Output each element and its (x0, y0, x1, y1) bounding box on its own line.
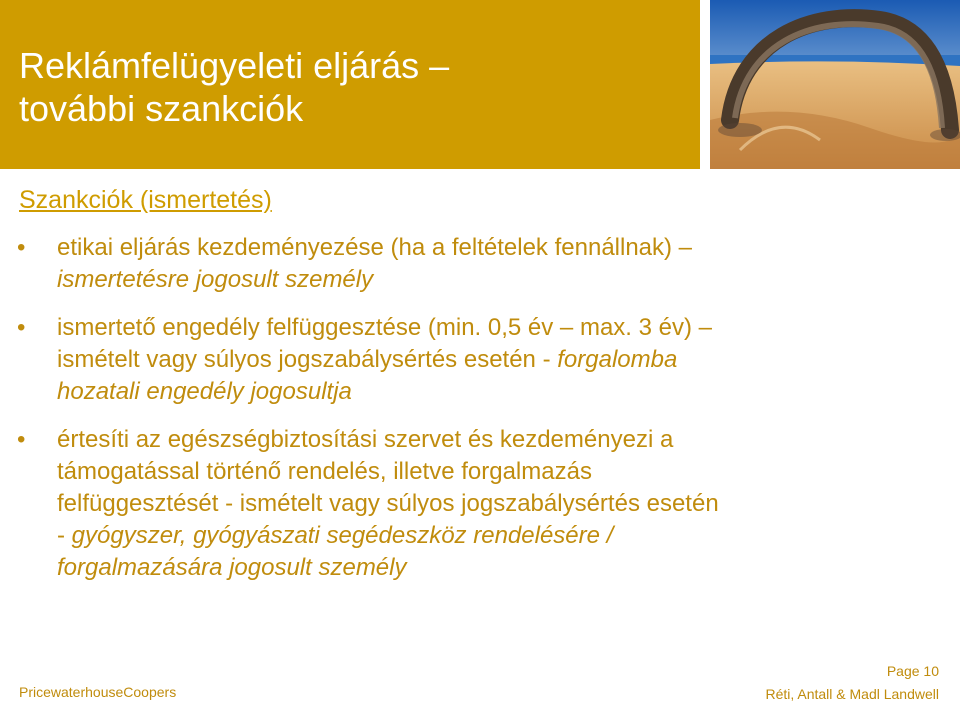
bullet-list (14, 232, 944, 600)
italic-text: gyógyszer, gyógyászati segédeszköz rendelésére / (71, 522, 614, 549)
slide-title (19, 44, 449, 130)
regular-text: támogatással történő rendelés, illetve forgalmazás (57, 458, 592, 485)
regular-text: ismertető engedély felfüggesztése (min. 0,5 év – max. 3 év) – (57, 314, 712, 341)
title-line-1: Reklámfelügyeleti eljárás – (19, 45, 450, 86)
bullet-marker: • (17, 426, 26, 453)
bullet-marker: • (17, 314, 26, 341)
regular-text: ismételt vagy súlyos jogszabálysértés esetén - (57, 346, 558, 373)
bullet-marker: • (17, 234, 26, 261)
driftwood-arch-beach-photo (710, 0, 960, 169)
page-number: Page 10 (886, 663, 939, 679)
italic-text: hozatali engedély jogosultja (57, 378, 352, 405)
footer-company: PricewaterhouseCoopers (19, 684, 177, 700)
bullet-line (57, 234, 692, 261)
bullet-item (14, 424, 944, 584)
bullet-line (57, 426, 673, 453)
italic-text: ismertetésre jogosult személy (57, 266, 374, 293)
bullet-line (57, 346, 677, 373)
bullet-text (57, 312, 944, 408)
regular-text: felfüggesztését - ismételt vagy súlyos jogszabálysértés esetén (57, 490, 719, 517)
bullet-line (57, 522, 613, 549)
bullet-item (14, 312, 944, 408)
bullet-text (57, 424, 944, 584)
footer-partner: Réti, Antall & Madl Landwell (765, 686, 939, 702)
bullet-line (57, 266, 373, 293)
italic-text: forgalmazására jogosult személy (57, 554, 407, 581)
regular-text: - (57, 522, 72, 549)
italic-text: forgalomba (557, 346, 678, 373)
bullet-line (57, 554, 407, 581)
bullet-line (57, 378, 352, 405)
bullet-line (57, 490, 719, 517)
bullet-line (57, 458, 592, 485)
regular-text: etikai eljárás kezdeményezése (ha a feltételek fennállnak) – (57, 234, 693, 261)
bullet-item (14, 232, 944, 296)
section-subtitle: Szankciók (ismertetés) (19, 186, 272, 214)
bullet-line (57, 314, 712, 341)
regular-text: értesíti az egészségbiztosítási szervet és kezdeményezi a (57, 426, 674, 453)
title-line-2: további szankciók (19, 88, 304, 129)
bullet-text (57, 232, 944, 296)
